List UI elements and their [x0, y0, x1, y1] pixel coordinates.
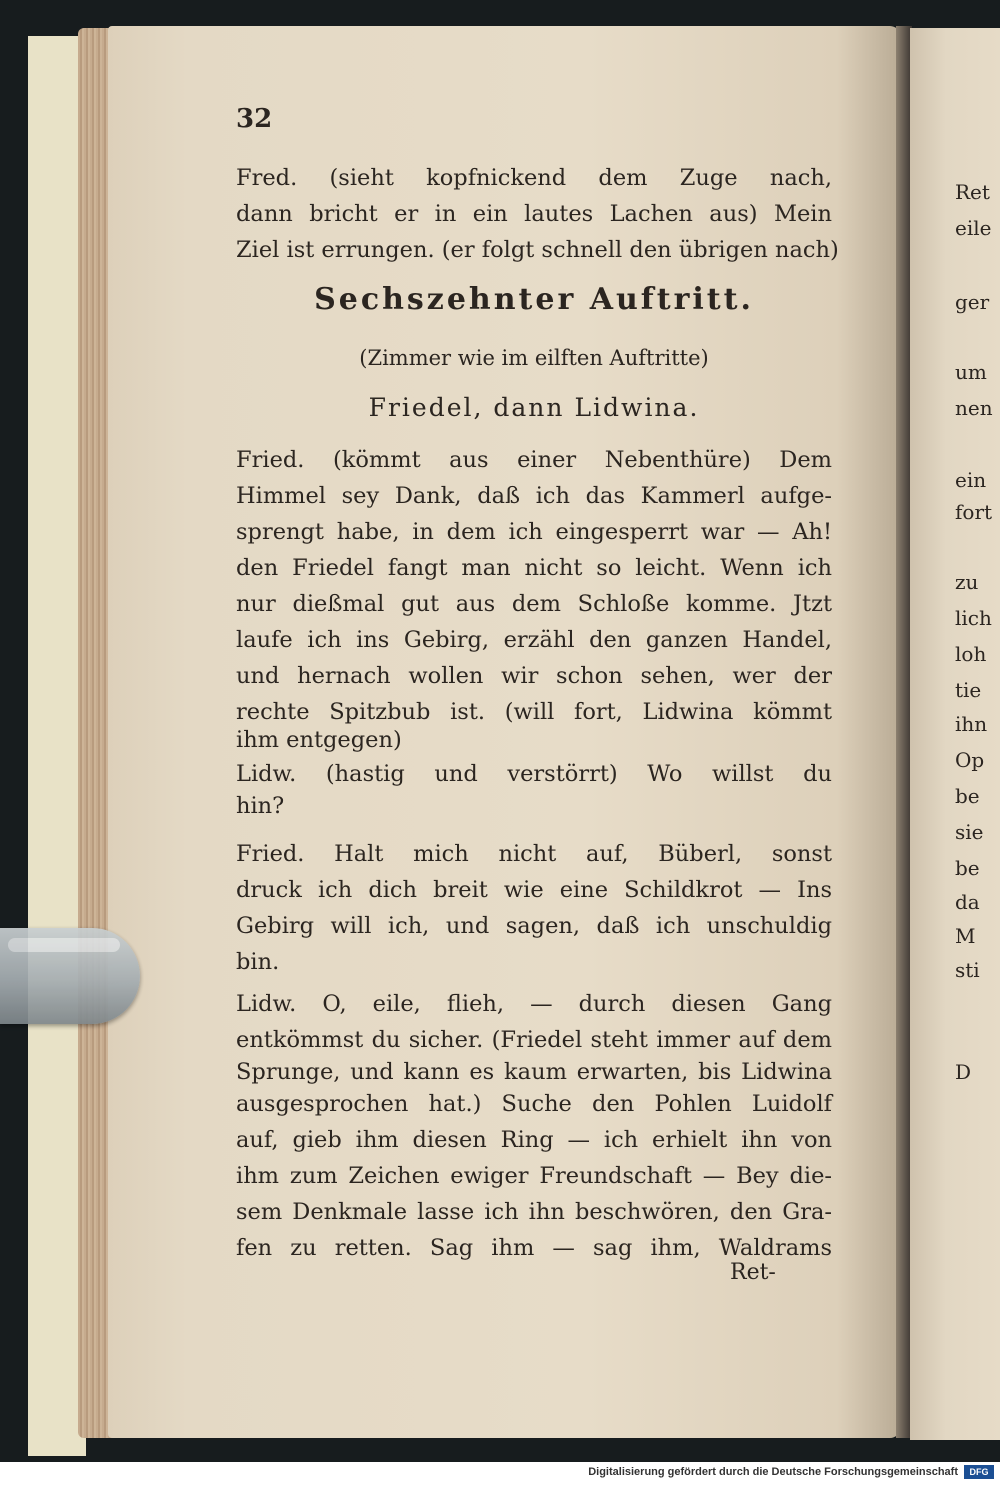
text-line: ausgesprochen hat.) Suche den Pohlen Luidolf	[236, 1091, 832, 1117]
text-line: Himmel sey Dank, daß ich das Kammerl aufge-	[236, 483, 832, 509]
text-line: dann bricht er in ein lautes Lachen aus) Mein	[236, 201, 832, 227]
facing-page-fragment: Ret	[955, 180, 990, 204]
facing-page-fragment: zu	[955, 570, 979, 594]
facing-page-fragment: eile	[955, 216, 992, 240]
text-line: druck ich dich breit wie eine Schildkrot — Ins	[236, 877, 832, 903]
facing-page-fragment: Op	[955, 748, 985, 772]
text-line: Lidw. O, eile, flieh, — durch diesen Gang	[236, 991, 832, 1017]
text-line: bin.	[236, 949, 280, 975]
page-clip	[0, 928, 140, 1024]
text-line: Sprunge, und kann es kaum erwarten, bis Lidwina	[236, 1059, 832, 1085]
facing-page-fragment: nen	[955, 396, 993, 420]
facing-page-fragment: be	[955, 856, 980, 880]
facing-page-fragment: lich	[955, 606, 992, 630]
facing-page-fragment: ihn	[955, 712, 988, 736]
facing-page-fragment: D	[955, 1060, 972, 1084]
text-line: den Friedel fangt man nicht so leicht. Wenn ich	[236, 555, 832, 581]
text-line: sem Denkmale lasse ich ihn beschwören, den Gra-	[236, 1199, 832, 1225]
facing-page-fragment: ger	[955, 290, 990, 314]
text-line: Gebirg will ich, und sagen, daß ich unschuldig	[236, 913, 832, 939]
text-line: fen zu retten. Sag ihm — sag ihm, Waldrams	[236, 1235, 832, 1261]
facing-page-fragment: da	[955, 890, 980, 914]
text-line: sprengt habe, in dem ich eingesperrt war — Ah!	[236, 519, 832, 545]
text-line: nur dießmal gut aus dem Schloße komme. Jtzt	[236, 591, 832, 617]
text-line: hin?	[236, 793, 285, 819]
scene-characters: Friedel, dann Lidwina.	[368, 393, 700, 422]
text-line: rechte Spitzbub ist. (will fort, Lidwina kömmt	[236, 699, 832, 725]
facing-page-fragment: um	[955, 360, 987, 384]
text-line: laufe ich ins Gebirg, erzähl den ganzen Handel,	[236, 627, 832, 653]
page-number: 32	[236, 104, 273, 134]
text-line: Lidw. (hastig und verstörrt) Wo willst du	[236, 761, 832, 787]
facing-page-fragment: sie	[955, 820, 984, 844]
facing-page-fragment: loh	[955, 642, 987, 666]
text-line: Ziel ist errungen. (er folgt schnell den übrigen nach)	[236, 237, 839, 263]
facing-page-fragment: ein	[955, 468, 987, 492]
facing-page-fragment: fort	[955, 500, 993, 524]
text-line: Fred. (sieht kopfnickend dem Zuge nach,	[236, 165, 832, 191]
scene-setting: (Zimmer wie im eilften Auftritte)	[359, 346, 709, 370]
facing-page-fragment: be	[955, 784, 980, 808]
digitization-credit: Digitalisierung gefördert durch die Deutsche Forschungsgemeinschaft	[588, 1466, 958, 1478]
page-edges	[78, 28, 112, 1438]
facing-page-fragment: M	[955, 924, 976, 948]
text-line: und hernach wollen wir schon sehen, wer der	[236, 663, 832, 689]
text-line: Fried. (kömmt aus einer Nebenthüre) Dem	[236, 447, 832, 473]
facing-page-fragment: sti	[955, 958, 980, 982]
dfg-logo: DFG	[964, 1465, 994, 1479]
scene-heading: Sechszehnter Auftritt.	[314, 282, 754, 317]
catchword: Ret-	[730, 1260, 776, 1285]
facing-page-fragment: tie	[955, 678, 982, 702]
text-line: auf, gieb ihm diesen Ring — ich erhielt ihn von	[236, 1127, 832, 1153]
text-line: ihm zum Zeichen ewiger Freundschaft — Bey die-	[236, 1163, 832, 1189]
text-line: entkömmst du sicher. (Friedel steht immer auf dem	[236, 1027, 832, 1053]
text-line: Fried. Halt mich nicht auf, Büberl, sonst	[236, 841, 832, 867]
text-line: ihm entgegen)	[236, 727, 402, 753]
